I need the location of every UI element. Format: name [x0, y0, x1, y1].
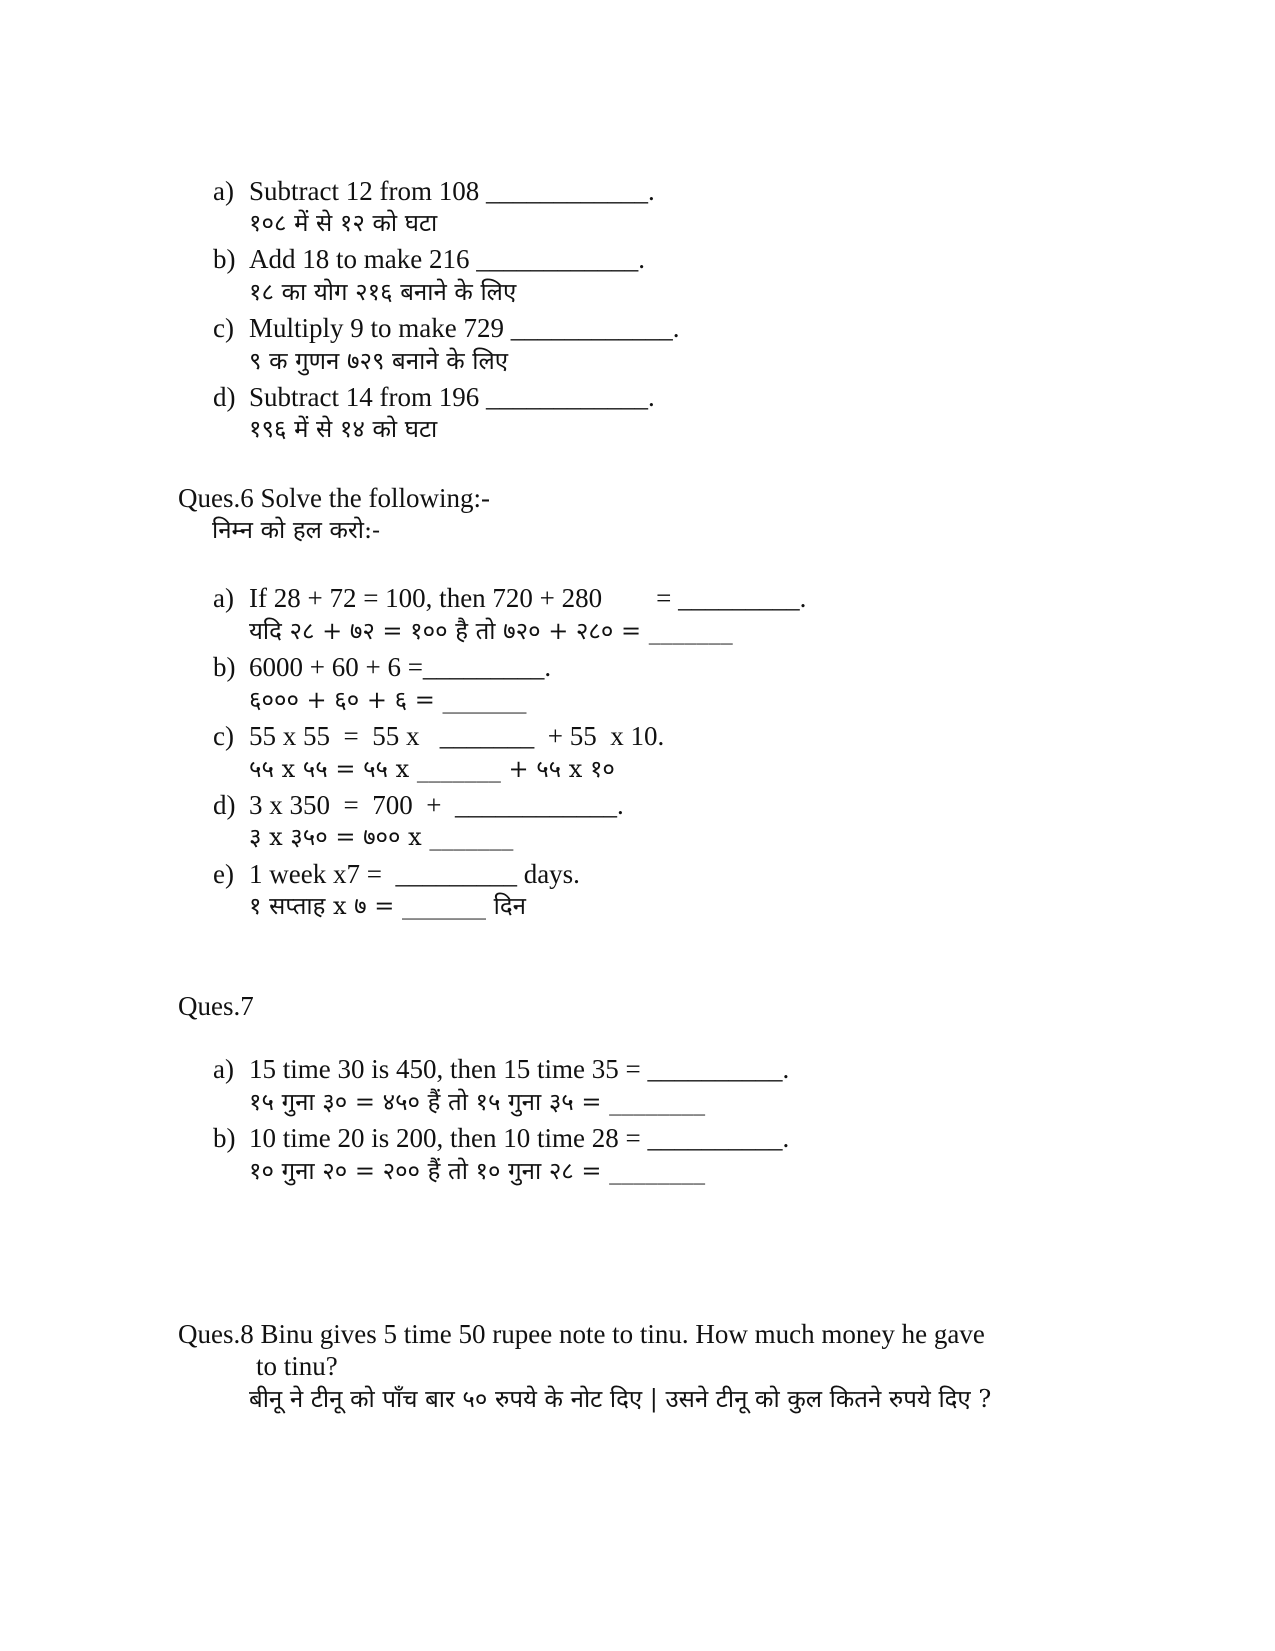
q6e-english: 1 week x7 = _________ days. [249, 859, 580, 889]
q5c-english: Multiply 9 to make 729 ____________. [249, 313, 680, 343]
q7b-english: 10 time 20 is 200, then 10 time 28 = __________. [249, 1123, 790, 1153]
q5b-english: Add 18 to make 216 ____________. [249, 244, 645, 274]
q7a-hindi: १५ गुना ३० = ४५० हैं तो १५ गुना ३५ = ________ [249, 1088, 706, 1116]
q7b-label: b) [213, 1123, 236, 1153]
q8-english-line1: Ques.8 Binu gives 5 time 50 rupee note to tinu. How much money he gave [178, 1319, 985, 1349]
q6-title-hindi: निम्न को हल करो:- [212, 516, 381, 544]
q5d-english: Subtract 14 from 196 ____________. [249, 382, 655, 412]
q5d-label: d) [213, 382, 236, 412]
q7-title: Ques.7 [178, 991, 254, 1021]
q7b-hindi: १० गुना २० = २०० हैं तो १० गुना २८ = ________ [249, 1157, 706, 1185]
q8-hindi: बीनू ने टीनू को पाँच बार ५० रुपये के नोट दिए | उसने टीनू को कुल कितने रुपये दिए ? [249, 1385, 992, 1413]
q6e-hindi: १ सप्ताह x ७ = _______ दिन [249, 892, 526, 920]
q6e-label: e) [213, 859, 234, 889]
q5b-hindi: १८ का योग २१६ बनाने के लिए [249, 278, 517, 306]
q5c-label: c) [213, 313, 234, 343]
q6b-hindi: ६००० + ६० + ६ = _______ [249, 686, 527, 714]
q5a-english: Subtract 12 from 108 ____________. [249, 176, 655, 206]
q7a-label: a) [213, 1054, 234, 1084]
q6a-hindi: यदि २८ + ७२ = १०० है तो ७२० + २८० = _______ [249, 617, 733, 645]
q6a-english: If 28 + 72 = 100, then 720 + 280 = _________. [249, 583, 807, 613]
q6d-label: d) [213, 790, 236, 820]
q5b-label: b) [213, 244, 236, 274]
q6b-label: b) [213, 652, 236, 682]
q6-title: Ques.6 Solve the following:- [178, 483, 490, 513]
q5a-hindi: १०८ में से १२ को घटा [249, 209, 438, 237]
q6c-label: c) [213, 721, 234, 751]
q6c-hindi: ५५ x ५५ = ५५ x _______ + ५५ x १० [249, 755, 615, 783]
q5a-label: a) [213, 176, 234, 206]
q7a-english: 15 time 30 is 450, then 15 time 35 = __________. [249, 1054, 790, 1084]
q6d-hindi: ३ x ३५० = ७०० x _______ [249, 823, 514, 851]
q5c-hindi: ९ क गुणन ७२९ बनाने के लिए [249, 347, 509, 375]
q6c-english: 55 x 55 = 55 x _______ + 55 x 10. [249, 721, 665, 751]
q6b-english: 6000 + 60 + 6 =_________. [249, 652, 552, 682]
q8-english-line2: to tinu? [256, 1351, 338, 1381]
q6a-label: a) [213, 583, 234, 613]
q6d-english: 3 x 350 = 700 + ____________. [249, 790, 624, 820]
q5d-hindi: १९६ में से १४ को घटा [249, 415, 438, 443]
